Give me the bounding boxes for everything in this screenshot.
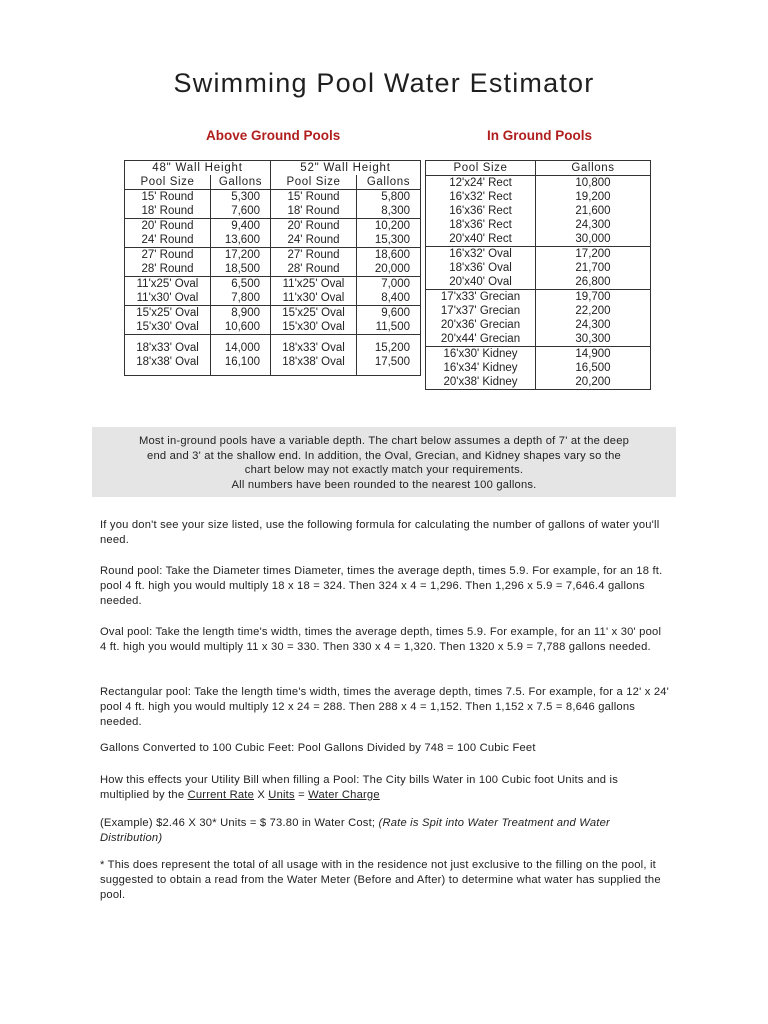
example-text: (Example) $2.46 X 30* Units = $ 73.80 in Water Cost; <box>100 817 379 829</box>
gallons-cell: 15,300 <box>357 233 421 248</box>
gallons-cell: 11,500 <box>357 320 421 335</box>
pool-size-cell: 17'x37' Grecian <box>426 304 536 318</box>
gallons-cell: 17,200 <box>536 247 651 262</box>
example-paragraph <box>100 816 670 846</box>
table-row <box>426 261 651 275</box>
table-row <box>426 218 651 232</box>
note-line: All numbers have been rounded to the nearest 100 gallons. <box>231 478 537 491</box>
pool-size-cell: 16'x36' Rect <box>426 204 536 218</box>
current-rate-term: Current Rate <box>187 789 255 801</box>
table-row <box>426 290 651 305</box>
gallons-cell: 26,800 <box>536 275 651 290</box>
table-row <box>125 355 421 376</box>
table-row <box>426 275 651 290</box>
pool-size-cell: 15'x25' Oval <box>271 306 357 321</box>
pool-size-cell: 20'x44' Grecian <box>426 332 536 347</box>
pool-size-cell: 27' Round <box>125 248 211 263</box>
wall-height-header: 48" Wall Height <box>125 161 271 176</box>
gallons-cell: 21,700 <box>536 261 651 275</box>
table-row <box>426 247 651 262</box>
gallons-cell: 8,400 <box>357 291 421 306</box>
pool-size-cell: 15' Round <box>271 190 357 205</box>
table-row <box>125 320 421 335</box>
gallons-cell: 9,400 <box>211 219 271 234</box>
column-header: Pool Size <box>426 161 536 176</box>
pool-size-cell: 18'x33' Oval <box>125 335 211 356</box>
pool-size-cell: 20'x36' Grecian <box>426 318 536 332</box>
column-header-row <box>426 161 651 176</box>
column-header: Pool Size <box>125 175 211 190</box>
table-row <box>125 291 421 306</box>
table-row <box>125 190 421 205</box>
pool-size-cell: 11'x30' Oval <box>125 291 211 306</box>
pool-size-cell: 15'x25' Oval <box>125 306 211 321</box>
pool-size-cell: 16'x30' Kidney <box>426 347 536 362</box>
table-row <box>125 248 421 263</box>
oval-pool-paragraph: Oval pool: Take the length time's width, times the average depth, times 5.9. For example, for an 11' x 30' pool 4 ft. high you would multiply 11 x 30 = 330. Then 330 x 4 = 1,320. Then 1320 x 5.9 = 7,788 gallons needed. <box>100 626 662 653</box>
column-header: Pool Size <box>271 175 357 190</box>
pool-size-cell: 16'x34' Kidney <box>426 361 536 375</box>
gallons-cell: 16,500 <box>536 361 651 375</box>
pool-size-cell: 18'x36' Oval <box>426 261 536 275</box>
above-ground-table <box>124 160 421 376</box>
pool-size-cell: 28' Round <box>125 262 211 277</box>
utility-bill-paragraph <box>100 773 670 803</box>
table-row <box>426 190 651 204</box>
gallons-cell: 30,300 <box>536 332 651 347</box>
example-italic-note: (Rate is Spit into Water Treatment and Water Distribution) <box>100 817 610 844</box>
column-header-row <box>125 175 421 190</box>
gallons-cell: 5,300 <box>211 190 271 205</box>
table-row <box>426 318 651 332</box>
pool-size-cell: 16'x32' Rect <box>426 190 536 204</box>
table-row <box>125 277 421 292</box>
pool-size-cell: 18'x38' Oval <box>125 355 211 376</box>
conversion-paragraph: Gallons Converted to 100 Cubic Feet: Pool Gallons Divided by 748 = 100 Cubic Feet <box>100 742 536 754</box>
rectangular-pool-paragraph: Rectangular pool: Take the length time's width, times the average depth, times 7.5. For example, for a 12' x 24' pool 4 ft. high you would multiply 12 x 24 = 288. Then 288 x 4 = 1,152. Then 1,152 x 7.5 = 8,646 gallons needed. <box>100 686 670 728</box>
gallons-cell: 8,300 <box>357 204 421 219</box>
pool-size-cell: 20'x38' Kidney <box>426 375 536 390</box>
gallons-cell: 7,800 <box>211 291 271 306</box>
gallons-cell: 10,800 <box>536 176 651 191</box>
gallons-cell: 16,100 <box>211 355 271 376</box>
gallons-cell: 7,000 <box>357 277 421 292</box>
table-row <box>426 375 651 390</box>
gallons-cell: 18,500 <box>211 262 271 277</box>
gallons-cell: 15,200 <box>357 335 421 356</box>
gallons-cell: 7,600 <box>211 204 271 219</box>
table-row <box>125 233 421 248</box>
equals-sign: = <box>294 789 309 801</box>
column-header: Gallons <box>211 175 271 190</box>
pool-size-cell: 11'x30' Oval <box>271 291 357 306</box>
pool-size-cell: 24' Round <box>125 233 211 248</box>
table-row <box>125 306 421 321</box>
table-row <box>426 304 651 318</box>
pool-size-cell: 20'x40' Rect <box>426 232 536 247</box>
gallons-cell: 30,000 <box>536 232 651 247</box>
table-row <box>426 232 651 247</box>
gallons-cell: 10,200 <box>357 219 421 234</box>
above-ground-heading: Above Ground Pools <box>206 128 341 143</box>
pool-size-cell: 24' Round <box>271 233 357 248</box>
table-row <box>125 204 421 219</box>
gallons-cell: 6,500 <box>211 277 271 292</box>
table-row <box>125 335 421 356</box>
pool-size-cell: 20' Round <box>125 219 211 234</box>
gallons-cell: 19,700 <box>536 290 651 305</box>
gallons-cell: 10,600 <box>211 320 271 335</box>
gallons-cell: 18,600 <box>357 248 421 263</box>
column-header: Gallons <box>536 161 651 176</box>
group-header-row <box>125 161 421 176</box>
pool-size-cell: 18'x36' Rect <box>426 218 536 232</box>
pool-size-cell: 16'x32' Oval <box>426 247 536 262</box>
gallons-cell: 9,600 <box>357 306 421 321</box>
gallons-cell: 21,600 <box>536 204 651 218</box>
gallons-cell: 20,000 <box>357 262 421 277</box>
gallons-cell: 17,500 <box>357 355 421 376</box>
pool-size-cell: 11'x25' Oval <box>271 277 357 292</box>
gallons-cell: 20,200 <box>536 375 651 390</box>
gallons-cell: 22,200 <box>536 304 651 318</box>
table-row <box>426 204 651 218</box>
table-row <box>426 176 651 191</box>
pool-size-cell: 27' Round <box>271 248 357 263</box>
round-pool-paragraph: Round pool: Take the Diameter times Diameter, times the average depth, times 5.9. For example, for an 18 ft. pool 4 ft. high you would multiply 18 x 18 = 324. Then 324 x 4 = 1,296. Then 1,296 x 5.9 = 7,646.4 gallons needed. <box>100 565 663 607</box>
pool-size-cell: 15'x30' Oval <box>271 320 357 335</box>
table-row <box>125 219 421 234</box>
column-header: Gallons <box>357 175 421 190</box>
gallons-cell: 24,300 <box>536 318 651 332</box>
gallons-cell: 13,600 <box>211 233 271 248</box>
pool-size-cell: 18' Round <box>271 204 357 219</box>
intro-paragraph: If you don't see your size listed, use the following formula for calculating the number of gallons of water you'll need. <box>100 519 660 546</box>
depth-note <box>92 427 676 497</box>
pool-size-cell: 20'x40' Oval <box>426 275 536 290</box>
wall-height-header: 52" Wall Height <box>271 161 421 176</box>
table-row <box>426 332 651 347</box>
pool-size-cell: 18'x38' Oval <box>271 355 357 376</box>
pool-size-cell: 15' Round <box>125 190 211 205</box>
pool-size-cell: 28' Round <box>271 262 357 277</box>
table-row <box>426 347 651 362</box>
note-line: end and 3' at the shallow end. In addition, the Oval, Grecian, and Kidney shapes vary so the <box>147 449 621 462</box>
gallons-cell: 5,800 <box>357 190 421 205</box>
units-term: Units <box>268 789 295 801</box>
pool-size-cell: 17'x33' Grecian <box>426 290 536 305</box>
pool-size-cell: 11'x25' Oval <box>125 277 211 292</box>
times-sign: X <box>254 789 269 801</box>
pool-size-cell: 20' Round <box>271 219 357 234</box>
gallons-cell: 17,200 <box>211 248 271 263</box>
gallons-cell: 8,900 <box>211 306 271 321</box>
water-charge-term: Water Charge <box>308 789 380 801</box>
in-ground-table <box>425 160 651 390</box>
pool-size-cell: 18' Round <box>125 204 211 219</box>
utility-bill-text: How this effects your Utility Bill when filling a Pool: The City bills Water in 100 Cubic foot Units and is multiplied by the <box>100 774 619 801</box>
footnote-paragraph: * This does represent the total of all usage with in the residence not just exclusive to the filling on the pool, it suggested to obtain a read from the Water Meter (Before and After) to determine what water has supplied the pool. <box>100 859 661 901</box>
note-line: chart below may not exactly match your requirements. <box>244 464 524 476</box>
page-title: Swimming Pool Water Estimator <box>173 68 595 98</box>
pool-size-cell: 15'x30' Oval <box>125 320 211 335</box>
table-row <box>426 361 651 375</box>
gallons-cell: 24,300 <box>536 218 651 232</box>
gallons-cell: 19,200 <box>536 190 651 204</box>
in-ground-heading: In Ground Pools <box>487 128 592 143</box>
gallons-cell: 14,000 <box>211 335 271 356</box>
table-row <box>125 262 421 277</box>
note-line: Most in-ground pools have a variable depth. The chart below assumes a depth of 7' at the deep <box>138 435 630 447</box>
pool-size-cell: 18'x33' Oval <box>271 335 357 356</box>
gallons-cell: 14,900 <box>536 347 651 362</box>
pool-size-cell: 12'x24' Rect <box>426 176 536 191</box>
